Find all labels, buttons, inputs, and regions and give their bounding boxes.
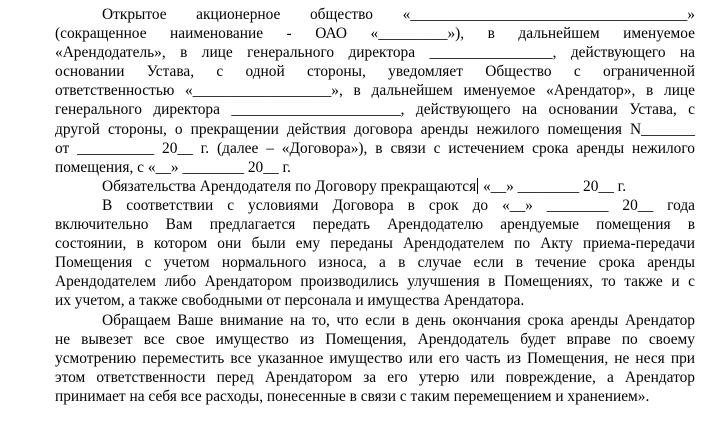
text-line: состоянии, в котором они были ему переданы Арендодателем по Акту приема-передачи <box>55 235 695 253</box>
text-line: основании Устава, с одной стороны, уведомляет Общество с ограниченной <box>55 63 695 81</box>
text-line: помещения, с «__» ________ 20__ г. <box>55 158 291 176</box>
text-line[interactable] <box>55 177 695 196</box>
text-line: усмотрению переместить все указанное имущество или его часть из Помещения, не неся при <box>55 349 695 367</box>
paragraph-obligations <box>55 177 695 196</box>
text-line: другой стороны, о прекращении действия договора аренды нежилого помещения N_______ <box>55 120 695 138</box>
text-after-cursor: «__» ________ 20__ г. <box>479 177 627 195</box>
text-line: принимает на себя все расходы, понесенные в связи с таким перемещением и хранением». <box>55 387 650 405</box>
text-line: включительно Вам предлагается передать Арендодателю арендуемые помещения в <box>55 216 695 234</box>
document-body <box>55 5 695 406</box>
text-line: от __________ 20__ г. (далее – «Договора»), в связи с истечением срока аренды нежилого <box>55 139 695 157</box>
text-line: Открытое акционерное общество «____________________________________» <box>102 6 695 23</box>
text-line: (сокращенное наименование - ОАО «_________»), в дальнейшем именуемое <box>55 25 695 43</box>
text-line: ответственностью «__________________», в дальнейшем именуемое «Арендатор», в лице <box>55 82 695 100</box>
text-line: Обращаем Ваше внимание на то, что если в день окончания срока аренды Арендатор <box>102 311 695 329</box>
text-before-cursor: Обязательства Арендодателя по Договору прекращаются <box>102 177 477 195</box>
paragraph-notice <box>55 5 695 177</box>
paragraph-attention <box>55 311 695 406</box>
text-line: не вывезет все свое имущество из Помещения, Арендодатель будет вправе по своему <box>55 330 695 348</box>
text-line: генерального директора ______________________, действующего на основании Устава, с <box>55 101 695 119</box>
text-line: их учетом, а также свободными от персонала и имущества Арендатора. <box>55 292 525 310</box>
text-line: «Арендодатель», в лице генерального директора ________________, действующего на <box>55 44 695 62</box>
text-line: В соответствии с условиями Договора в срок до «__» ________ 20__ года <box>102 196 695 214</box>
paragraph-conditions <box>55 196 695 311</box>
text-line: Помещения с учетом нормального износа, а в случае если в течение срока аренды <box>55 254 695 272</box>
text-cursor <box>477 178 478 194</box>
text-line: Арендодателем либо Арендатором производились улучшения в Помещениях, то также и с <box>55 273 695 291</box>
text-line: этом ответственности перед Арендатором за его утерю или повреждение, а Арендатор <box>55 368 695 386</box>
